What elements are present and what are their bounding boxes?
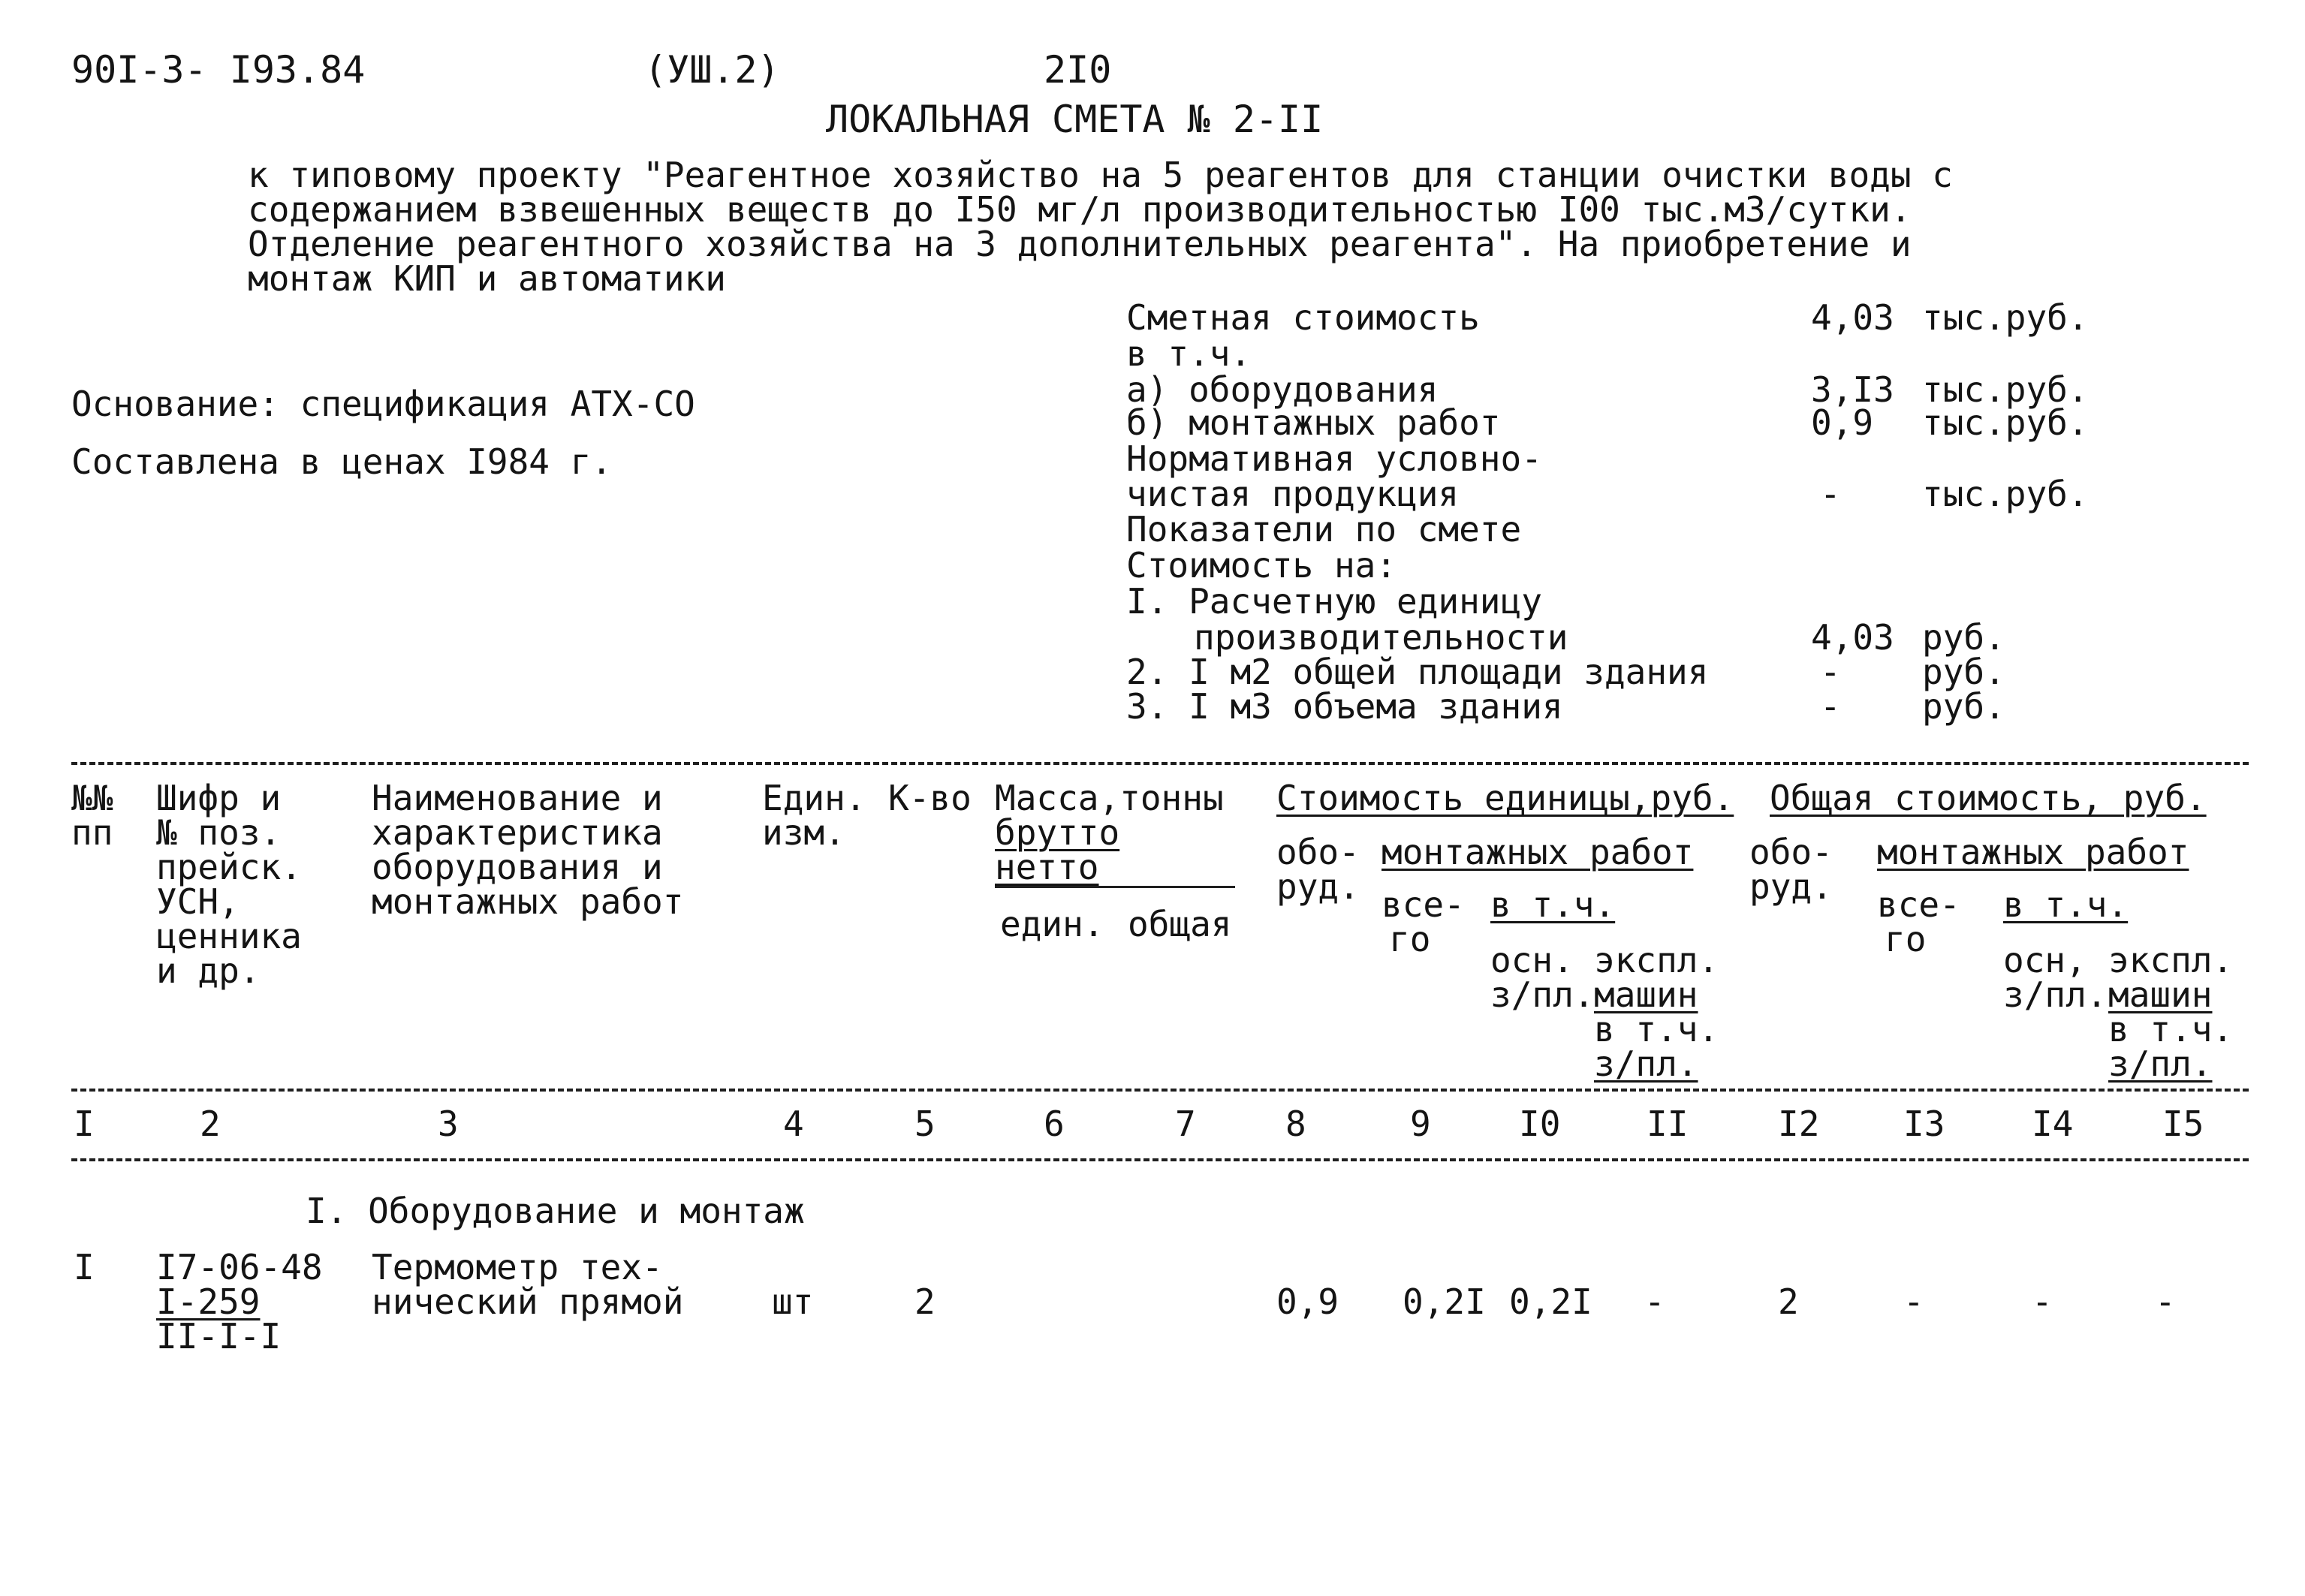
column-number: 3 [438, 1104, 459, 1144]
subtitle-line: содержанием взвешенных веществ до I50 мг/л производительностью I00 тыс.м3/сутки. [248, 189, 1912, 230]
row-total-basic: - [2032, 1281, 2053, 1322]
row-code: II-I-I [156, 1316, 282, 1357]
header-code: ценника [156, 916, 302, 956]
header-all: го [1389, 919, 1431, 959]
summary-label: Нормативная условно- [1126, 438, 1542, 479]
summary-value: 3,I3 [1811, 369, 1894, 410]
header-exploitation: экспл. [1594, 940, 1719, 980]
header-basic-wage: з/пл. [1490, 974, 1595, 1015]
header-code: УСН, [156, 881, 240, 922]
summary-label: производительности [1194, 617, 1568, 658]
header-netto: нетто [995, 847, 1099, 887]
summary-label: Стоимость на: [1126, 545, 1397, 586]
row-total-all: - [1903, 1281, 1924, 1322]
header-brutto: брутто [995, 812, 1120, 853]
header-total-basic-wage: з/пл. [2003, 974, 2108, 1015]
summary-value: - [1820, 652, 1841, 692]
header-total-including-2: в т.ч. [2108, 1009, 2234, 1049]
header-mass-unit: един. [1000, 904, 1104, 944]
column-number: 2 [200, 1104, 221, 1144]
summary-unit: руб. [1922, 652, 2005, 692]
header-name: монтажных работ [372, 881, 684, 922]
summary-unit: тыс.руб. [1922, 402, 2089, 443]
summary-unit: тыс.руб. [1922, 297, 2089, 338]
summary-value: - [1820, 474, 1841, 514]
row-code: I-259 [156, 1281, 261, 1322]
row-installation-basic: 0,2I [1509, 1281, 1592, 1322]
column-number: I2 [1778, 1104, 1820, 1144]
column-number: 8 [1285, 1104, 1306, 1144]
header-name: характеристика [372, 812, 663, 853]
row-code: I7-06-48 [156, 1247, 323, 1287]
header-equipment: руд. [1276, 866, 1360, 907]
header-code: № поз. [156, 812, 282, 853]
row-name: нический прямой [372, 1281, 684, 1322]
summary-unit: тыс.руб. [1922, 474, 2089, 514]
header-unit: Един. [762, 778, 866, 818]
header-total-basic-wage: осн, [2003, 940, 2087, 980]
header-unit-cost: Стоимость единицы,руб. [1276, 778, 1734, 818]
row-total-equipment: 2 [1778, 1281, 1799, 1322]
row-installation-all: 0,2I [1403, 1281, 1486, 1322]
header-including-2: в т.ч. [1594, 1009, 1719, 1049]
header-all: все- [1381, 884, 1465, 925]
summary-label: Показатели по смете [1126, 509, 1522, 550]
column-number: I [74, 1104, 95, 1144]
subtitle-line: к типовому проекту "Реагентное хозяйство на 5 реагентов для станции очистки воды с [248, 155, 1953, 195]
header-basic-wage: осн. [1490, 940, 1574, 980]
summary-label: 2. I м2 общей площади здания [1126, 652, 1709, 692]
column-number: 4 [783, 1104, 804, 1144]
summary-unit: тыс.руб. [1922, 369, 2089, 410]
summary-label: б) монтажных работ [1126, 402, 1501, 443]
column-number: I0 [1519, 1104, 1561, 1144]
summary-label: а) оборудования [1126, 369, 1439, 410]
header-qty: К-во [888, 778, 972, 818]
summary-label: I. Расчетную единицу [1126, 581, 1542, 622]
subtitle-line: монтаж КИП и автоматики [248, 258, 726, 299]
summary-label: чистая продукция [1126, 474, 1460, 514]
header-mass-total: общая [1128, 904, 1232, 944]
header-total-machines: машин [2108, 974, 2213, 1015]
basis-prices: Составлена в ценах I984 г. [71, 441, 613, 482]
column-number: I4 [2032, 1104, 2074, 1144]
header-total-all: го [1885, 919, 1927, 959]
column-number: 9 [1410, 1104, 1431, 1144]
header-total-all: все- [1877, 884, 1960, 925]
row-name: Термометр тех- [372, 1247, 663, 1287]
header-mass: Масса,тонны [995, 778, 1224, 818]
column-number: I5 [2162, 1104, 2204, 1144]
column-number: 6 [1044, 1104, 1065, 1144]
mass-divider [995, 886, 1235, 888]
row-total-exploitation: - [2155, 1281, 2176, 1322]
column-number: I3 [1903, 1104, 1945, 1144]
subtitle-line: Отделение реагентного хозяйства на 3 дополнительных реагента". На приобретение и [248, 224, 1912, 264]
row-unit: шт [772, 1281, 814, 1322]
header-wage: з/пл. [1594, 1043, 1698, 1084]
header-including: в т.ч. [1490, 884, 1616, 925]
table-header-rule [71, 1089, 2249, 1092]
section-title: I. Оборудование и монтаж [306, 1191, 805, 1231]
header-code: Шифр и [156, 778, 282, 818]
album-number: (УШ.2) [644, 48, 780, 92]
header-total-equipment: руд. [1749, 866, 1833, 907]
basis-specification: Основание: спецификация АТХ-СО [71, 384, 695, 424]
header-total-including: в т.ч. [2003, 884, 2129, 925]
summary-label: 3. I м3 объема здания [1126, 686, 1563, 727]
header-num: пп [71, 812, 113, 853]
summary-value: - [1820, 686, 1841, 727]
page-number: 2I0 [1044, 48, 1112, 92]
header-total-wage: з/пл. [2108, 1043, 2213, 1084]
project-code: 90I-3- I93.84 [71, 48, 366, 92]
summary-unit: руб. [1922, 686, 2005, 727]
row-number: I [74, 1247, 95, 1287]
header-num: №№ [71, 778, 113, 818]
header-equipment: обо- [1276, 832, 1360, 872]
summary-label: в т.ч. [1126, 333, 1252, 374]
header-code: прейск. [156, 847, 302, 887]
header-unit: изм. [762, 812, 845, 853]
summary-unit: руб. [1922, 617, 2005, 658]
row-quantity: 2 [914, 1281, 936, 1322]
table-top-rule [71, 762, 2249, 765]
header-total-cost: Общая стоимость, руб. [1770, 778, 2207, 818]
summary-value: 4,03 [1811, 297, 1894, 338]
header-name: Наименование и [372, 778, 663, 818]
header-total-exploitation: экспл. [2108, 940, 2234, 980]
document-title: ЛОКАЛЬНАЯ СМЕТА № 2-II [826, 98, 1324, 141]
summary-value: 4,03 [1811, 617, 1894, 658]
summary-label: Сметная стоимость [1126, 297, 1480, 338]
header-machines: машин [1594, 974, 1698, 1015]
column-number: 5 [914, 1104, 936, 1144]
header-code: и др. [156, 950, 261, 991]
header-name: оборудования и [372, 847, 663, 887]
header-total-equipment: обо- [1749, 832, 1833, 872]
header-total-installation: монтажных работ [1877, 832, 2189, 872]
table-numbers-rule [71, 1158, 2249, 1161]
summary-value: 0,9 [1811, 402, 1874, 443]
row-installation-exploitation: - [1644, 1281, 1665, 1322]
column-number: 7 [1175, 1104, 1196, 1144]
column-number: II [1647, 1104, 1689, 1144]
header-installation: монтажных работ [1381, 832, 1694, 872]
row-equipment-unit-cost: 0,9 [1276, 1281, 1339, 1322]
